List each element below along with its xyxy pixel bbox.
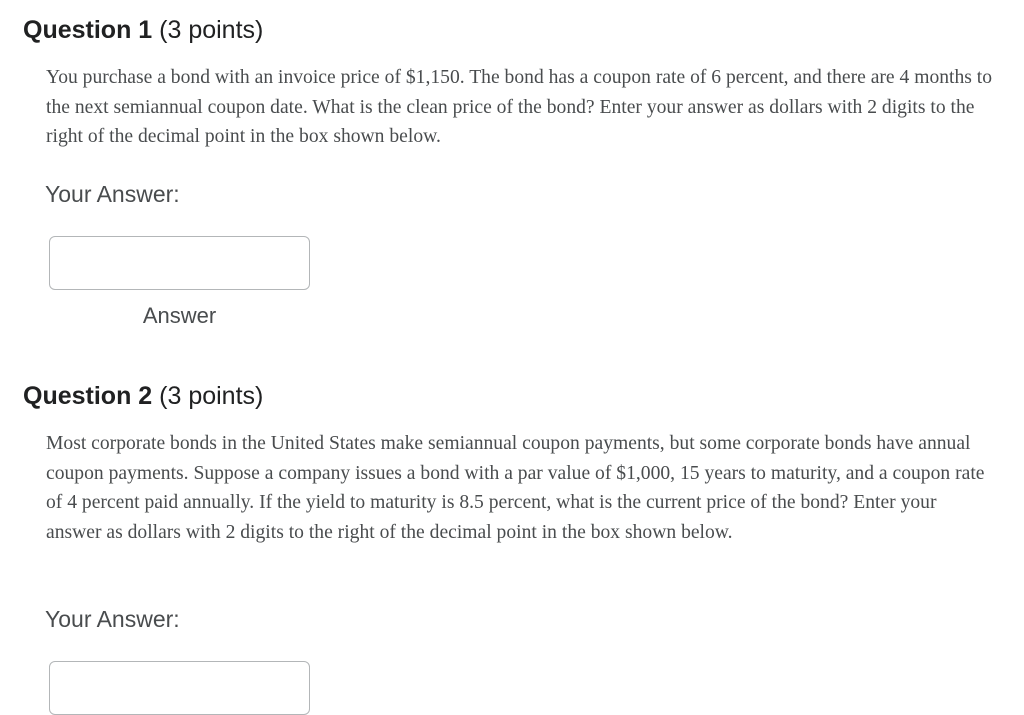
question-2-heading <box>23 380 263 412</box>
question-1-title: Question 1 <box>23 16 153 44</box>
question-1-your-answer-label: Your Answer: <box>45 181 180 207</box>
question-1-heading <box>23 14 263 46</box>
question-1-answer-caption: Answer <box>142 303 217 328</box>
question-2-your-answer-label: Your Answer: <box>45 606 180 632</box>
question-1-answer-input[interactable] <box>49 236 310 290</box>
question-2-points: (3 points) <box>159 382 264 410</box>
question-1-text: You purchase a bond with an invoice price of $1,150. The bond has a coupon rate of 6 percent, and there are 4 months to the next semiannual coupon date. What is the clean price of the bond? Enter your answer as dollars with 2 digits to the right of the decimal point in the box shown below. <box>46 67 993 147</box>
question-2-title: Question 2 <box>23 382 153 410</box>
question-1-points: (3 points) <box>159 16 264 44</box>
question-2-text: Most corporate bonds in the United States make semiannual coupon payments, but some corporate bonds have annual coupon payments. Suppose a company issues a bond with a par value of $1,000, 15 years to maturity, and a coupon rate of 4 percent paid annually. If the yield to maturity is 8.5 percent, what is the current price of the bond? Enter your answer as dollars with 2 digits to the right of the decimal point in the box shown below. <box>46 433 985 543</box>
question-2-answer-input[interactable] <box>49 661 310 715</box>
